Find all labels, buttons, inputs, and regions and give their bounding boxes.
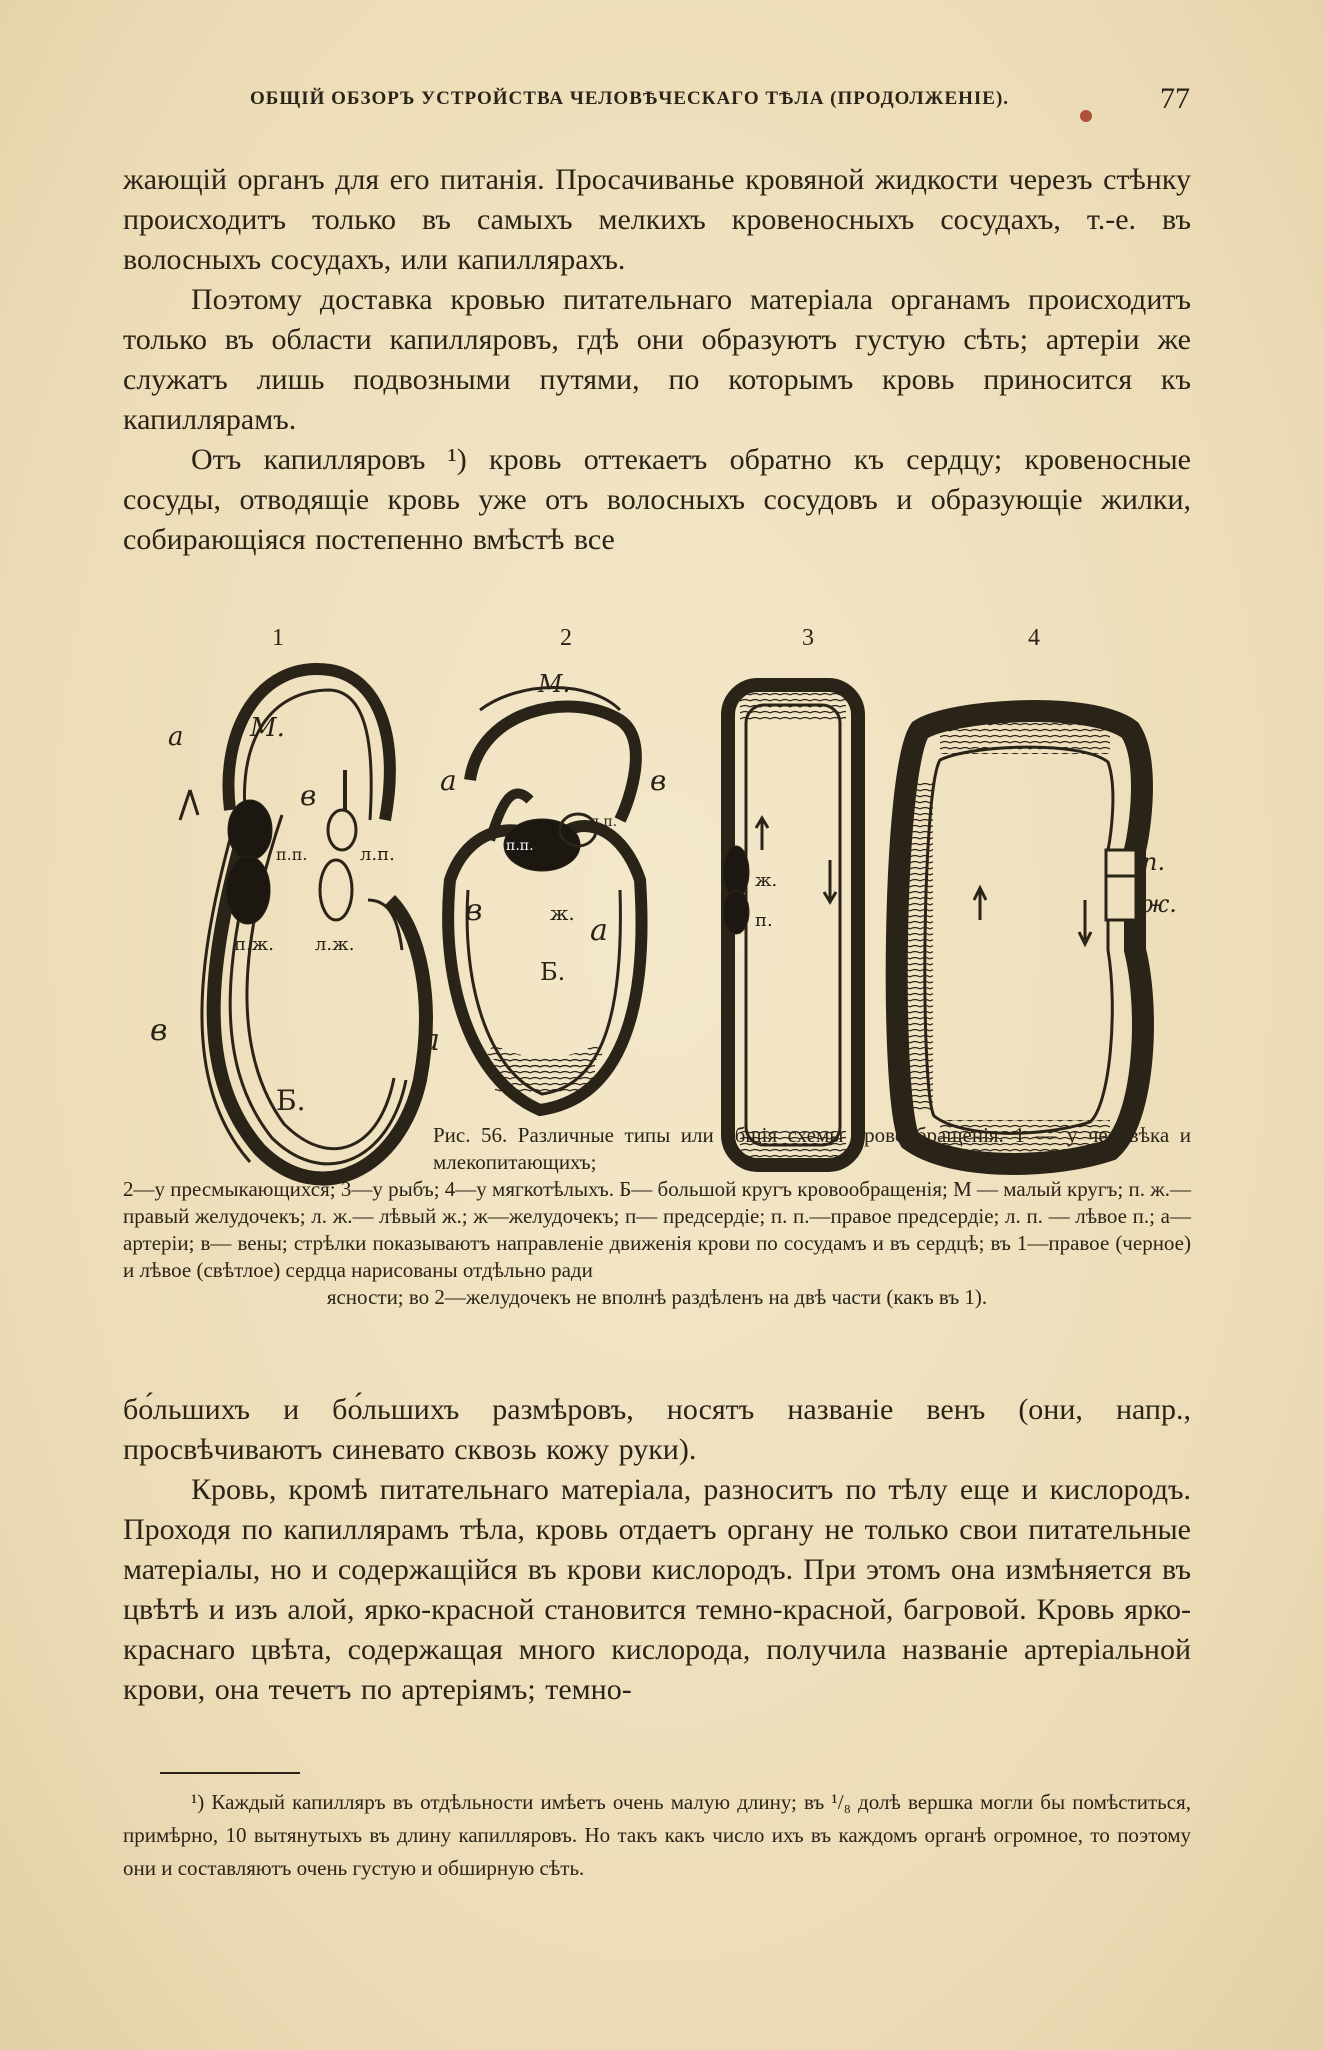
diagram-fish bbox=[723, 685, 858, 1165]
d1-label-M: М. bbox=[250, 713, 285, 743]
d1-label-v2: в bbox=[150, 1013, 168, 1048]
paragraph: жающій органъ для его питанія. Просачиванье кровяной жидкости черезъ стѣнку происходитъ только въ самыхъ мелкихъ кровеносныхъ сосудахъ, т.-е. въ волосныхъ сосудахъ, или капиллярахъ. bbox=[123, 163, 1191, 276]
figure-number-1: 1 bbox=[272, 625, 284, 651]
d2-label-B: Б. bbox=[540, 958, 566, 986]
paragraph: бо́льшихъ и бо́льшихъ размѣровъ, носятъ названіе венъ (они, напр., просвѣчиваютъ синевато сквозь кожу руки). bbox=[123, 1393, 1191, 1466]
d2-label-a: а bbox=[440, 764, 457, 797]
d4-label-p: п. bbox=[1142, 848, 1166, 876]
d1-label-lzh: л.ж. bbox=[315, 934, 355, 955]
body-text-bottom bbox=[123, 1390, 1191, 1710]
d1-label-a: а bbox=[168, 722, 184, 752]
body-text-top bbox=[123, 160, 1191, 560]
d2-label-a2: а bbox=[590, 913, 608, 948]
figure-number-4: 4 bbox=[1028, 625, 1040, 651]
d2-label-v: в bbox=[650, 764, 667, 797]
d2-label-zh: ж. bbox=[550, 901, 575, 925]
footnote bbox=[123, 1786, 1191, 1885]
page-number: 77 bbox=[1160, 82, 1190, 115]
d1-label-pp: п.п. bbox=[276, 845, 308, 864]
caption-last-line: ясности; во 2—желудочекъ не вполнѣ раздѣленъ на двѣ части (какъ въ 1). bbox=[326, 1285, 988, 1309]
caption-body: 2—у пресмыкающихся; 3—у рыбъ; 4—у мягкотѣлыхъ. Б— большой кругъ кровообращенія; М — малый кругъ; п. ж.— правый желудочекъ; л. ж.— лѣвый ж.; ж—желудочекъ; п— предсердіе; п. п.—правое предсердіе; л. п. — лѣвое п.; а— артеріи; в— вены; стрѣлки показываютъ направленіе движенія крови по сосудамъ и въ сердцѣ; въ 1—правое (черное) и лѣвое (свѣтлое) сердца нарисованы отдѣльно ради bbox=[123, 1177, 1191, 1282]
paragraph: Отъ капилляровъ ¹) кровь оттекаетъ обратно къ сердцу; кровеносные сосуды, отводящіе кровь уже отъ волосныхъ сосудовъ и образующіе жилки, собирающіяся постепенно вмѣстѣ все bbox=[123, 443, 1191, 556]
d2-label-M: М. bbox=[538, 670, 571, 698]
d1-label-v: в bbox=[300, 779, 317, 812]
d3-label-zh: ж. bbox=[755, 870, 778, 891]
caption-title: Рис. 56. Различные типы или общія схемы кровообращенія. 1 — у человѣка и млекопитающихъ; bbox=[433, 1123, 1191, 1174]
d1-label-lp: л.п. bbox=[360, 844, 395, 865]
figure-number-2: 2 bbox=[560, 625, 572, 651]
figure-number-3: 3 bbox=[802, 625, 814, 651]
diagram-mollusc bbox=[897, 711, 1143, 1164]
d2-label-pp: п.п. bbox=[506, 838, 534, 854]
d1-label-pzh: п.ж. bbox=[234, 934, 274, 955]
page-header bbox=[250, 82, 1190, 122]
d2-label-v2: в bbox=[465, 893, 483, 928]
ink-spot bbox=[1080, 110, 1092, 122]
d1-label-a2: а bbox=[422, 1023, 440, 1058]
d1-label-B: Б. bbox=[276, 1084, 306, 1117]
running-head: ОБЩІЙ ОБЗОРЪ УСТРОЙСТВА ЧЕЛОВѢЧЕСКАГО ТѢЛА (ПРОДОЛЖЕНІЕ). bbox=[250, 88, 1010, 109]
d3-label-p: п. bbox=[755, 910, 773, 931]
footnote-text: ¹) Каждый капилляръ въ отдѣльности имѣетъ очень малую длину; въ ¹/₈ долѣ вершка могли бы помѣститься, примѣрно, 10 вытянутыхъ въ длину капилляровъ. Но такъ какъ число ихъ въ каждомъ органѣ огромное, то поэтому они и составляютъ очень густую и обширную сѣть. bbox=[123, 1790, 1191, 1880]
paragraph: Кровь, кромѣ питательнаго матеріала, разноситъ по тѣлу еще и кислородъ. Проходя по капиллярамъ тѣла, кровь отдаетъ органу не только свои питательные матеріалы, но и содержащійся въ крови кислородъ. При этомъ она измѣняется въ цвѣтѣ и изъ алой, ярко-красной становится темно-красной, багровой. Кровь ярко-краснаго цвѣта, содержащая много кислорода, получила названіе артеріальной крови, она течетъ по артеріямъ; темно- bbox=[123, 1473, 1191, 1706]
d4-label-zh: ж. bbox=[1142, 890, 1177, 918]
d2-label-lp: л.п. bbox=[590, 814, 618, 830]
footnote-divider bbox=[160, 1772, 300, 1774]
paragraph: Поэтому доставка кровью питательнаго матеріала органамъ происходитъ только въ области капилляровъ, гдѣ они образуютъ густую сѣть; артеріи же служатъ лишь подвозными путями, по которымъ кровь приносится къ капиллярамъ. bbox=[123, 283, 1191, 436]
figure-caption bbox=[123, 1122, 1191, 1311]
